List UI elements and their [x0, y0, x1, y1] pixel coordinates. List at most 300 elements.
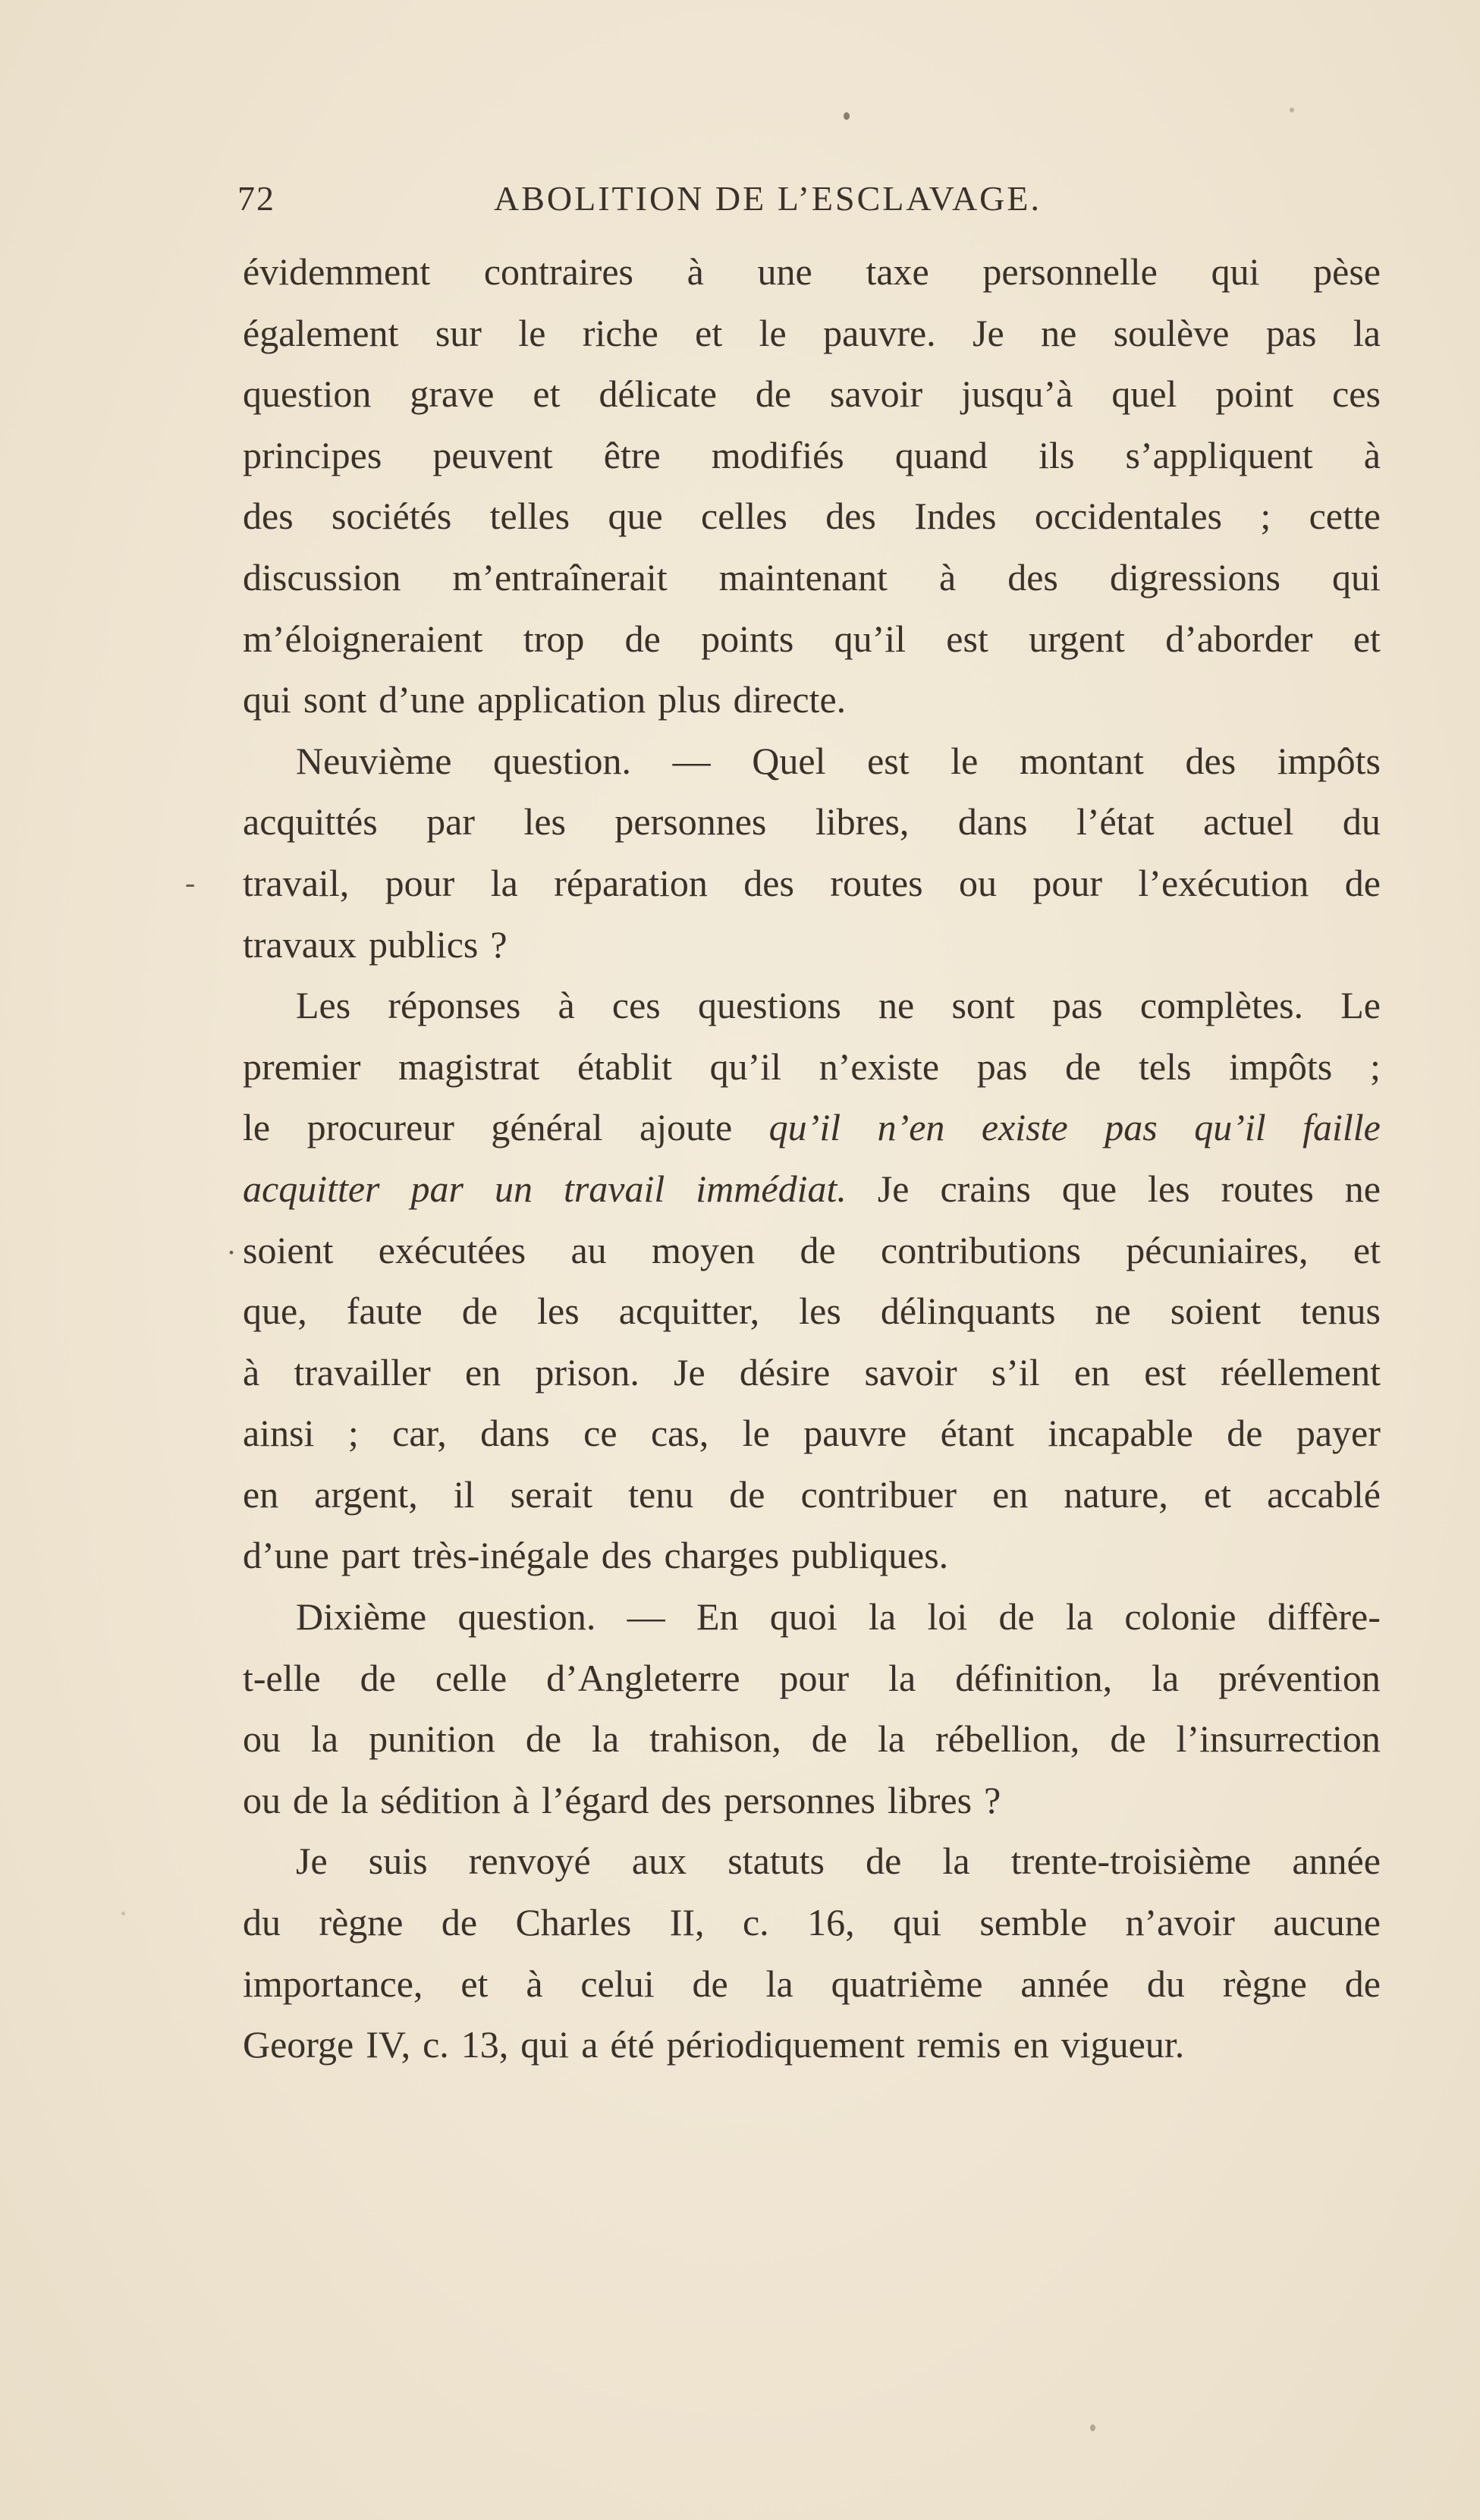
text-line: [243, 914, 1381, 976]
word: moyen: [652, 1228, 756, 1271]
text-line: [243, 363, 1381, 425]
word: ?: [984, 1778, 1001, 1821]
text-line: [243, 1648, 1381, 1709]
text-line: [243, 1280, 1381, 1342]
word: serait: [510, 1472, 593, 1516]
word: question.: [457, 1595, 596, 1639]
word: et: [1353, 1228, 1381, 1271]
word: quoi: [769, 1595, 837, 1639]
word: nature,: [1064, 1472, 1168, 1516]
word: ce: [583, 1412, 617, 1455]
word: dans: [957, 800, 1028, 844]
running-header: [237, 178, 1390, 224]
word: acquitter: [243, 1167, 380, 1210]
word: personnelle: [982, 250, 1158, 293]
word: payer: [1296, 1412, 1381, 1455]
word: libres,: [815, 800, 910, 844]
paper-speck: [844, 112, 850, 120]
word: pauvre.: [823, 311, 936, 354]
word: ces: [611, 984, 661, 1027]
word: II,: [669, 1901, 705, 1944]
word: premier: [243, 1045, 361, 1088]
word: de: [1344, 861, 1381, 904]
word: le: [243, 1106, 271, 1149]
word: Je: [674, 1350, 705, 1394]
word: ou: [243, 1778, 281, 1821]
word: faute: [346, 1290, 423, 1333]
word: 13,: [460, 2023, 509, 2066]
word: exécutées: [378, 1228, 526, 1271]
word: Le: [1340, 984, 1381, 1027]
word: que,: [243, 1290, 307, 1333]
word: qu’il: [1194, 1106, 1266, 1149]
word: sédition: [380, 1778, 501, 1821]
word: telles: [489, 495, 570, 538]
word: publiques.: [791, 1534, 949, 1577]
text-line: [243, 1220, 1381, 1281]
word: à: [512, 1778, 529, 1821]
word: quand: [894, 433, 988, 476]
word: aux: [631, 1840, 687, 1883]
word: ou: [243, 1717, 281, 1761]
text-line: [243, 1403, 1381, 1464]
word: remis: [916, 2023, 1001, 2066]
word: contraires: [483, 250, 633, 293]
word: étant: [940, 1412, 1014, 1455]
word: des: [1007, 555, 1058, 599]
word: prison.: [535, 1350, 639, 1394]
word: taxe: [866, 250, 929, 293]
word: qu’il: [768, 1106, 841, 1149]
text-line: [243, 1342, 1381, 1403]
word: délinquants: [880, 1290, 1056, 1333]
word: ne: [1095, 1290, 1131, 1333]
word: principes: [243, 433, 382, 476]
word: il: [453, 1472, 475, 1516]
word: que: [1061, 1167, 1117, 1210]
word: trahison,: [649, 1717, 781, 1761]
word: la: [1353, 311, 1381, 354]
word: d’une: [379, 678, 466, 721]
word: En: [696, 1595, 739, 1639]
word: pas: [1265, 311, 1317, 354]
text-line: [243, 1525, 1381, 1586]
word: riche: [582, 311, 658, 354]
word: délicate: [599, 372, 717, 416]
word: argent,: [314, 1472, 418, 1516]
word: désire: [739, 1350, 831, 1394]
word: année: [1292, 1840, 1381, 1883]
word: importance,: [243, 1962, 423, 2005]
word: pas: [1105, 1106, 1158, 1149]
word: la: [490, 861, 518, 904]
word: Les: [296, 984, 351, 1027]
word: l’égard: [541, 1778, 649, 1821]
word: tenus: [1300, 1290, 1381, 1333]
word: en: [1073, 1350, 1111, 1394]
word: prévention: [1218, 1656, 1381, 1699]
word: travail,: [243, 861, 350, 904]
word: c.: [742, 1901, 769, 1944]
word: urgent: [1029, 617, 1125, 660]
word: à: [558, 984, 575, 1027]
word: impôts: [1277, 739, 1381, 782]
word: savoir: [830, 372, 923, 416]
word: réponses: [388, 984, 521, 1027]
word: qui: [893, 1901, 941, 1944]
text-line: [243, 1830, 1381, 1892]
word: un: [494, 1167, 533, 1210]
word: question.: [493, 739, 632, 782]
text-line: [243, 975, 1381, 1036]
word: de: [811, 1717, 847, 1761]
word: pécuniaires,: [1126, 1228, 1309, 1271]
word: est: [1144, 1350, 1186, 1394]
word: de: [692, 1962, 728, 2005]
word: aucune: [1273, 1901, 1381, 1944]
word: la: [1066, 1595, 1094, 1639]
word: digressions: [1109, 555, 1280, 599]
word: pas: [1051, 984, 1103, 1027]
word: également: [243, 311, 399, 354]
word: la: [877, 1717, 906, 1761]
word: été: [610, 2023, 655, 2066]
word: Quel: [752, 739, 826, 782]
word: évidemment: [243, 250, 431, 293]
word: du: [1146, 1962, 1185, 2005]
word: m’éloigneraient: [243, 617, 483, 660]
margin-mark: -: [185, 866, 196, 900]
word: tels: [1138, 1045, 1192, 1088]
word: Je: [877, 1167, 910, 1210]
word: la: [1152, 1656, 1180, 1699]
word: —: [627, 1595, 665, 1639]
word: t-elle: [243, 1656, 321, 1699]
word: de: [360, 1656, 396, 1699]
word: la: [341, 1778, 369, 1821]
word: ;: [1260, 495, 1271, 538]
word: libres: [888, 1778, 973, 1821]
word: routes: [830, 861, 923, 904]
word: qu’il: [834, 617, 907, 660]
word: diffère-: [1267, 1595, 1381, 1639]
word: général: [491, 1106, 603, 1149]
word: pour: [1032, 861, 1102, 904]
word: réparation: [554, 861, 708, 904]
word: personnes: [724, 1778, 876, 1821]
word: à: [243, 1350, 260, 1394]
text-line: [243, 608, 1381, 670]
word: publics: [368, 922, 479, 966]
word: existe: [981, 1106, 1068, 1149]
word: de: [293, 1778, 329, 1821]
word: de: [755, 372, 792, 416]
word: 16,: [807, 1901, 855, 1944]
word: des: [243, 495, 294, 538]
word: que: [608, 495, 663, 538]
text-line: [243, 303, 1381, 364]
word: celle: [435, 1656, 507, 1699]
text-line: [243, 485, 1381, 547]
word: ?: [490, 922, 507, 966]
margin-mark: .: [228, 1227, 235, 1261]
word: d’une: [243, 1534, 329, 1577]
word: en: [465, 1350, 501, 1394]
word: Charles: [515, 1901, 632, 1944]
text-line: [243, 853, 1381, 914]
word: incapable: [1048, 1412, 1193, 1455]
text-line: [243, 1586, 1381, 1648]
word: par: [410, 1167, 463, 1210]
word: des: [1185, 739, 1236, 782]
text-line: [243, 669, 1381, 731]
word: pèse: [1313, 250, 1381, 293]
word: des: [743, 861, 794, 904]
word: qui: [243, 678, 291, 721]
word: discussion: [243, 555, 401, 599]
word: l’exécution: [1138, 861, 1309, 904]
word: soient: [243, 1228, 334, 1271]
word: renvoyé: [468, 1840, 591, 1883]
word: en: [243, 1472, 279, 1516]
word: qui: [520, 2023, 570, 2066]
word: montant: [1020, 739, 1144, 782]
word: modifiés: [711, 433, 844, 476]
word: sur: [435, 311, 482, 354]
word: contributions: [881, 1228, 1081, 1271]
word: à: [938, 555, 957, 599]
word: règne: [1222, 1962, 1307, 2005]
word: Indes: [914, 495, 997, 538]
word: soient: [1170, 1290, 1262, 1333]
word: ;: [347, 1412, 359, 1455]
word: soulève: [1113, 311, 1230, 354]
body-text: [243, 241, 1381, 2075]
word: semble: [979, 1901, 1088, 1944]
word: quel: [1111, 372, 1177, 416]
word: tenu: [628, 1472, 694, 1516]
running-title: ABOLITION DE L’ESCLAVAGE.: [494, 179, 1042, 218]
word: de: [624, 617, 661, 660]
text-line: [243, 241, 1381, 303]
word: ne: [878, 984, 915, 1027]
word: s’il: [991, 1350, 1040, 1394]
word: faille: [1302, 1106, 1381, 1149]
word: suis: [368, 1840, 428, 1883]
word: les: [523, 800, 566, 844]
word: actuel: [1203, 800, 1294, 844]
text-line: [243, 2014, 1381, 2075]
word: s’appliquent: [1125, 433, 1313, 476]
text-line: [243, 547, 1381, 608]
word: en: [992, 1472, 1029, 1516]
word: ces: [1332, 372, 1381, 416]
word: de: [866, 1840, 902, 1883]
word: statuts: [727, 1840, 825, 1883]
text-line: [243, 731, 1381, 792]
word: travail: [563, 1167, 665, 1210]
word: des: [825, 495, 876, 538]
word: celui: [580, 1962, 655, 2005]
paper-speck: [121, 1912, 125, 1915]
word: routes: [1221, 1167, 1314, 1210]
word: grave: [410, 372, 495, 416]
word: loi: [927, 1595, 968, 1639]
text-line: [243, 1708, 1381, 1770]
word: et: [1203, 1472, 1232, 1516]
word: vigueur.: [1061, 2023, 1185, 2066]
word: points: [701, 617, 794, 660]
word: règne: [319, 1901, 404, 1944]
word: année: [1020, 1962, 1109, 2005]
word: la: [311, 1717, 339, 1761]
word: le: [951, 739, 979, 782]
word: pour: [385, 861, 455, 904]
word: ne: [1344, 1167, 1381, 1210]
word: ou: [958, 861, 997, 904]
word: les: [1148, 1167, 1190, 1210]
word: cas,: [650, 1412, 709, 1455]
word: IV,: [366, 2023, 411, 2066]
word: maintenant: [718, 555, 888, 599]
word: de: [525, 1717, 562, 1761]
word: question: [243, 372, 372, 416]
word: colonie: [1124, 1595, 1236, 1639]
word: le: [759, 311, 787, 354]
word: à: [526, 1962, 543, 2005]
text-line: [243, 1036, 1381, 1098]
word: celles: [701, 495, 787, 538]
word: est: [867, 739, 910, 782]
word: point: [1215, 372, 1294, 416]
word: définition,: [955, 1656, 1113, 1699]
word: le: [742, 1412, 770, 1455]
text-line: [243, 1953, 1381, 2015]
word: de: [1227, 1412, 1263, 1455]
word: la: [592, 1717, 620, 1761]
word: ils: [1039, 433, 1075, 476]
word: savoir: [864, 1350, 957, 1394]
word: contribuer: [800, 1472, 957, 1516]
word: crains: [940, 1167, 1031, 1210]
word: et: [460, 1962, 489, 2005]
word: trente-troisième: [1010, 1840, 1252, 1883]
word: part: [341, 1534, 401, 1577]
word: d’Angleterre: [546, 1656, 740, 1699]
word: en: [1013, 2023, 1049, 2066]
word: à: [687, 250, 704, 293]
word: ajoute: [639, 1106, 733, 1149]
word: travailler: [294, 1350, 431, 1394]
word: de: [441, 1901, 478, 1944]
word: les: [799, 1290, 841, 1333]
word: rébellion,: [935, 1717, 1080, 1761]
word: de: [800, 1228, 836, 1271]
word: acquittés: [243, 800, 378, 844]
word: n’en: [877, 1106, 945, 1149]
word: procureur: [306, 1106, 454, 1149]
text-line: [243, 1158, 1381, 1220]
word: et: [1353, 617, 1381, 660]
word: ;: [1369, 1045, 1381, 1088]
word: et: [695, 311, 723, 354]
word: —: [672, 739, 711, 782]
word: la: [765, 1962, 793, 2005]
word: qui: [1332, 555, 1381, 599]
word: George: [243, 2023, 354, 2066]
word: pas: [976, 1045, 1028, 1088]
word: l’état: [1076, 800, 1155, 844]
word: au: [570, 1228, 607, 1271]
word: directe.: [733, 678, 847, 721]
word: une: [757, 250, 812, 293]
word: pour: [779, 1656, 850, 1699]
word: les: [537, 1290, 580, 1333]
word: m’entraînerait: [452, 555, 668, 599]
word: d’aborder: [1165, 617, 1313, 660]
word: charges: [664, 1534, 780, 1577]
text-line: [243, 1464, 1381, 1526]
word: quatrième: [831, 1962, 983, 2005]
word: cette: [1309, 495, 1381, 538]
paper-speck: [1090, 2424, 1095, 2431]
word: sont: [951, 984, 1015, 1027]
word: de: [461, 1290, 498, 1333]
word: plus: [658, 678, 721, 721]
word: est: [946, 617, 988, 660]
word: de: [998, 1595, 1035, 1639]
word: Dixième: [296, 1595, 427, 1639]
word: la: [869, 1595, 897, 1639]
word: n’existe: [819, 1045, 940, 1088]
word: complètes.: [1139, 984, 1304, 1027]
word: du: [1342, 800, 1381, 844]
word: très-inégale: [412, 1534, 589, 1577]
word: le: [518, 311, 546, 354]
word: a: [581, 2023, 599, 2066]
word: acquitter,: [618, 1290, 760, 1333]
word: ne: [1041, 311, 1077, 354]
word: être: [603, 433, 661, 476]
word: magistrat: [398, 1045, 540, 1088]
word: à: [1363, 433, 1381, 476]
word: et: [533, 372, 561, 416]
word: trop: [523, 617, 585, 660]
word: de: [1065, 1045, 1101, 1088]
word: établit: [577, 1045, 672, 1088]
word: l’insurrection: [1176, 1717, 1381, 1761]
word: travaux: [243, 922, 357, 966]
word: qu’il: [709, 1045, 782, 1088]
word: qui: [1211, 250, 1260, 293]
paper-speck: [1290, 108, 1294, 112]
word: c.: [423, 2023, 449, 2066]
word: immédiat.: [696, 1167, 847, 1210]
word: pauvre: [803, 1412, 907, 1455]
word: la: [888, 1656, 916, 1699]
word: la: [942, 1840, 970, 1883]
word: réellement: [1220, 1350, 1381, 1394]
word: des: [601, 1534, 652, 1577]
word: questions: [697, 984, 841, 1027]
word: Je: [296, 1840, 328, 1883]
word: accablé: [1267, 1472, 1381, 1516]
word: du: [243, 1901, 281, 1944]
word: sociétés: [332, 495, 452, 538]
text-line: [243, 1097, 1381, 1158]
word: des: [661, 1778, 712, 1821]
word: dans: [480, 1412, 550, 1455]
